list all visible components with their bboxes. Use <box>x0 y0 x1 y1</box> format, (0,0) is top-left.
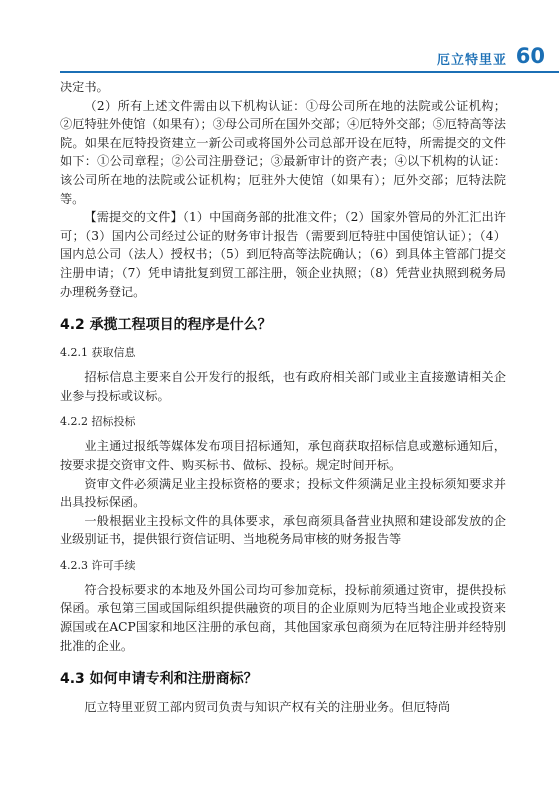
body-paragraph: 资审文件必须满足业主投标资格的要求；投标文件须满足业主投标须知要求并出具投标保函。 <box>60 476 506 510</box>
body-paragraph: 业主通过报纸等媒体发布项目招标通知，承包商获取招标信息或邀标通知后，按要求提交资审文件、购买标书、做标、投标。规定时间开标。 <box>60 439 506 472</box>
subsection-heading: 4.2.3 许可手续 <box>60 558 136 572</box>
section-heading: 4.2 承揽工程项目的程序是什么？ <box>60 317 272 334</box>
body-paragraph: 符合投标要求的本地及外国公司均可参加竞标，投标前须通过资审，提供投标保函。承包第三国或国际组织提供融资的项目的企业原则为厄特当地企业或投资来源国或在ACP国家和地区注册的承包商，其他国家承包商须为在厄特注册并经特别批准的企业。 <box>60 582 506 653</box>
page-body <box>60 78 506 717</box>
header-rule <box>60 71 559 73</box>
body-paragraph: 决定书。 <box>60 80 109 94</box>
running-header-title: 厄立特里亚 <box>436 53 507 68</box>
subsection-heading: 4.2.2 招标投标 <box>60 415 136 429</box>
page-header <box>0 0 559 70</box>
body-paragraph: 一般根据业主投标文件的具体要求，承包商须具备营业执照和建设部发放的企业级别证书，提供银行资信证明、当地税务局审核的财务报告等 <box>60 513 506 547</box>
section-heading: 4.3 如何申请专利和注册商标？ <box>60 671 258 688</box>
body-paragraph: 厄立特里亚贸工部内贸司负责与知识产权有关的注册业务。但厄特尚 <box>84 700 451 715</box>
body-paragraph: 招标信息主要来自公开发行的报纸，也有政府相关部门或业主直接邀请相关企业参与投标或议标。 <box>60 370 506 403</box>
body-paragraph: （2）所有上述文件需由以下机构认证：①母公司所在地的法院或公证机构；②厄特驻外使馆（如果有）；③母公司所在国外交部；④厄特外交部；⑤厄特高等法院。如果在厄特投资建立一新公司或将国外公司总部开设在厄特，所需提交的文件如下：①公司章程；②公司注册登记；③最新审计的资产表；④以下机构的认证：该公司所在地的法院或公证机构；厄驻外大使馆（如果有）；厄外交部；厄特法院等。 <box>60 98 506 206</box>
subsection-heading: 4.2.1 获取信息 <box>60 346 136 360</box>
body-paragraph: 【需提交的文件】（1）中国商务部的批准文件；（2）国家外管局的外汇汇出许可；（3）国内公司经过公证的财务审计报告（需要到厄特驻中国使馆认证）；（4）国内总公司（法人）授权书；（5）到厄特高等法院确认；（6）到具体主管部门提交注册申请；（7）凭申请批复到贸工部注册，领企业执照；（8）凭营业执照到税务局办理税务登记。 <box>60 210 506 299</box>
page-number: 60 <box>515 44 545 68</box>
